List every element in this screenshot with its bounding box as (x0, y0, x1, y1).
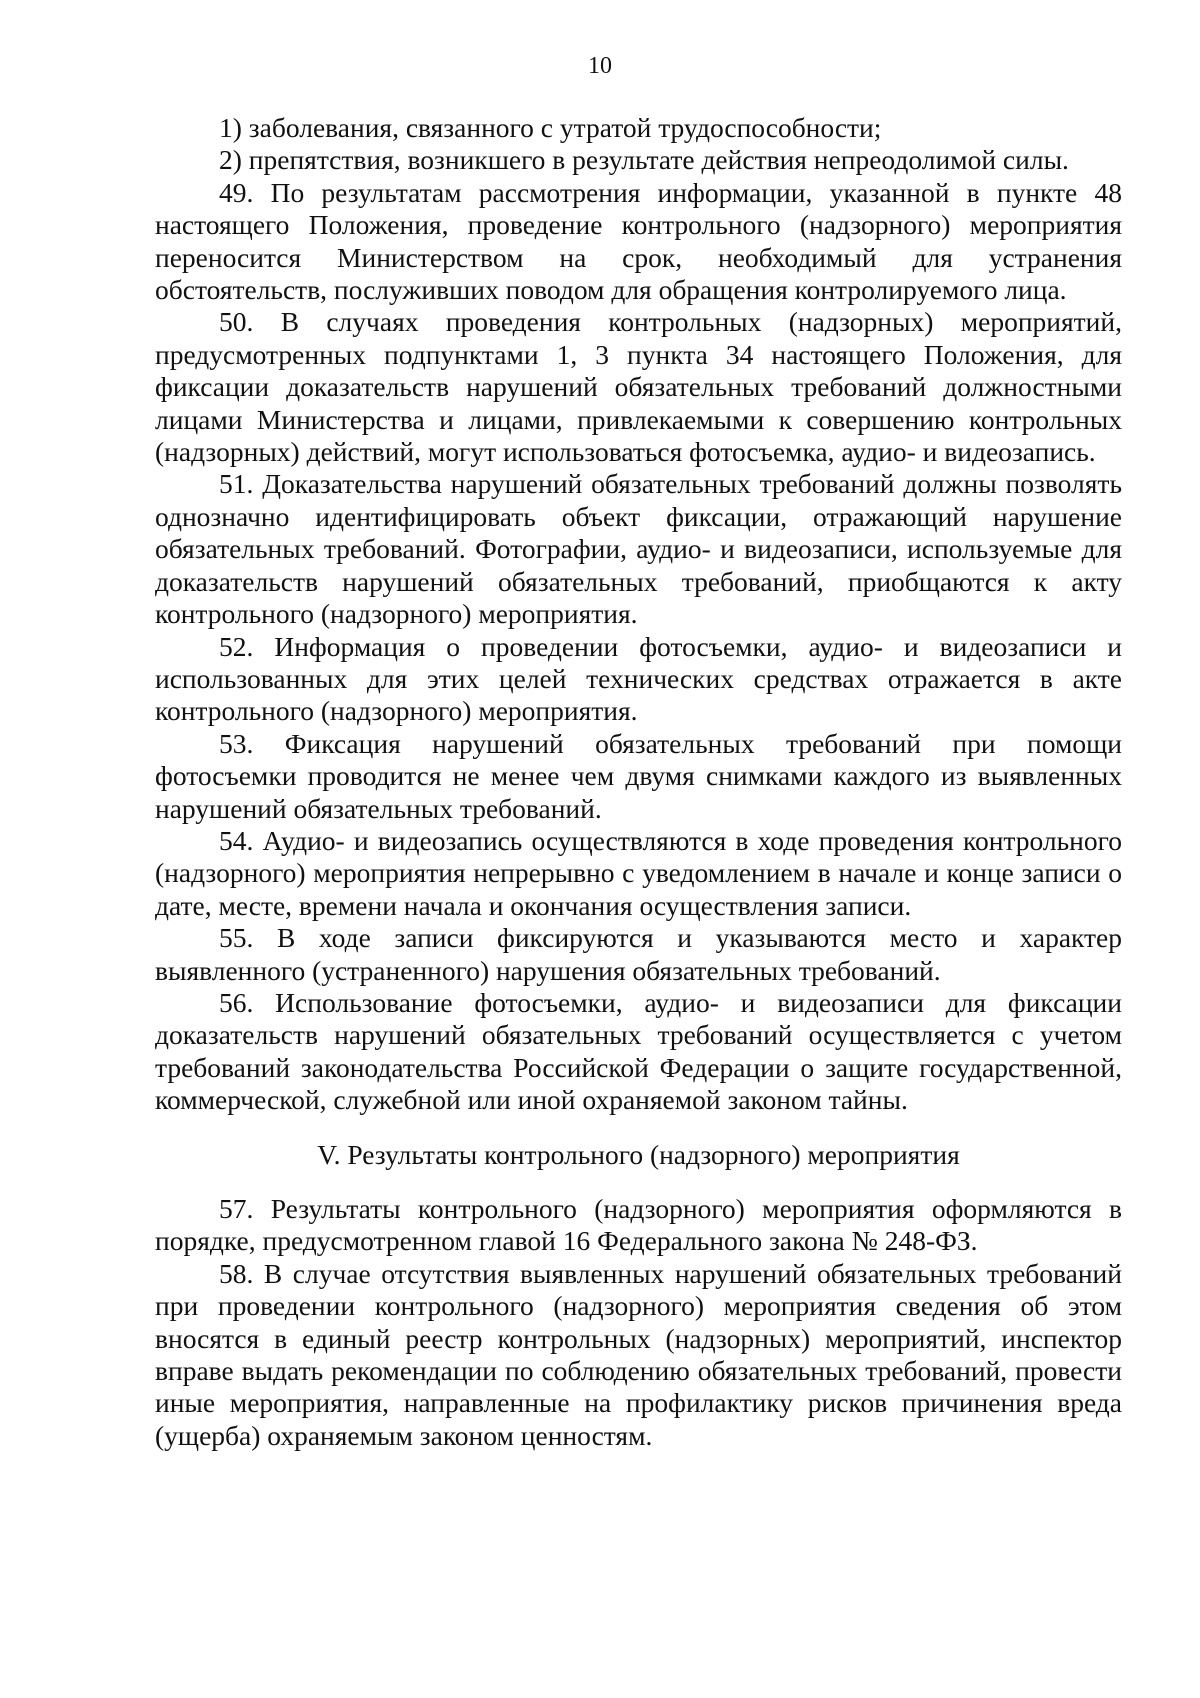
document-body (155, 112, 1122, 1452)
page-number: 10 (588, 53, 612, 79)
paragraph-58: 58. В случае отсутствия выявленных нарушений обязательных требований при проведении контрольного (надзорного) мероприятия сведения об этом вносятся в единый реестр контрольных (надзорных) мероприятий, инспектор вправе выдать рекомендации по соблюдению обязательных требований, провести иные мероприятия, направленные на профилактику рисков причинения вреда (ущерба) охраняемым законом ценностям. (155, 1257, 1122, 1451)
list-item-1: 1) заболевания, связанного с утратой трудоспособности; (219, 112, 882, 143)
list-item-2: 2) препятствия, возникшего в результате действия непреодолимой силы. (219, 144, 1069, 176)
paragraph-54: 54. Аудио- и видеозапись осуществляются в ходе проведения контрольного (надзорного) мероприятия непрерывно с уведомлением в начале и конце записи о дате, месте, времени начала и окончания осуществления записи. (155, 824, 1122, 921)
paragraph-55: 55. В ходе записи фиксируются и указываются место и характер выявленного (устраненного) нарушения обязательных требований. (155, 922, 1122, 986)
paragraph-52: 52. Информация о проведении фотосъемки, аудио- и видеозаписи и использованных для этих целей технических средствах отражается в акте контрольного (надзорного) мероприятия. (155, 630, 1122, 727)
paragraph-56: 56. Использование фотосъемки, аудио- и видеозаписи для фиксации доказательств нарушений обязательных требований осуществляется с учетом требований законодательства Российской Федерации о защите государственной, коммерческой, служебной или иной охраняемой законом тайны. (155, 986, 1122, 1116)
section-heading: V. Результаты контрольного (надзорного) мероприятия (317, 1138, 960, 1170)
paragraph-57: 57. Результаты контрольного (надзорного) мероприятия оформляются в порядке, предусмотренном главой 16 Федерального закона № 248-ФЗ. (155, 1193, 1122, 1257)
paragraph-49: 49. По результатам рассмотрения информации, указанной в пункте 48 настоящего Положения, проведение контрольного (надзорного) мероприятия переносится Министерством на срок, необходимый для устранения обстоятельств, послуживших поводом для обращения контролируемого лица. (155, 176, 1122, 306)
paragraph-51: 51. Доказательства нарушений обязательных требований должны позволять однозначно идентифицировать объект фиксации, отражающий нарушение обязательных требований. Фотографии, аудио- и видеозаписи, используемые для доказательств нарушений обязательных требований, приобщаются к акту контрольного (надзорного) мероприятия. (155, 468, 1122, 630)
paragraph-50: 50. В случаях проведения контрольных (надзорных) мероприятий, предусмотренных подпунктами 1, 3 пункта 34 настоящего Положения, для фиксации доказательств нарушений обязательных требований должностными лицами Министерства и лицами, привлекаемыми к совершению контрольных (надзорных) действий, могут использоваться фотосъемка, аудио- и видеозапись. (155, 306, 1122, 468)
paragraph-53: 53. Фиксация нарушений обязательных требований при помощи фотосъемки проводится не менее чем двумя снимками каждого из выявленных нарушений обязательных требований. (155, 727, 1122, 824)
